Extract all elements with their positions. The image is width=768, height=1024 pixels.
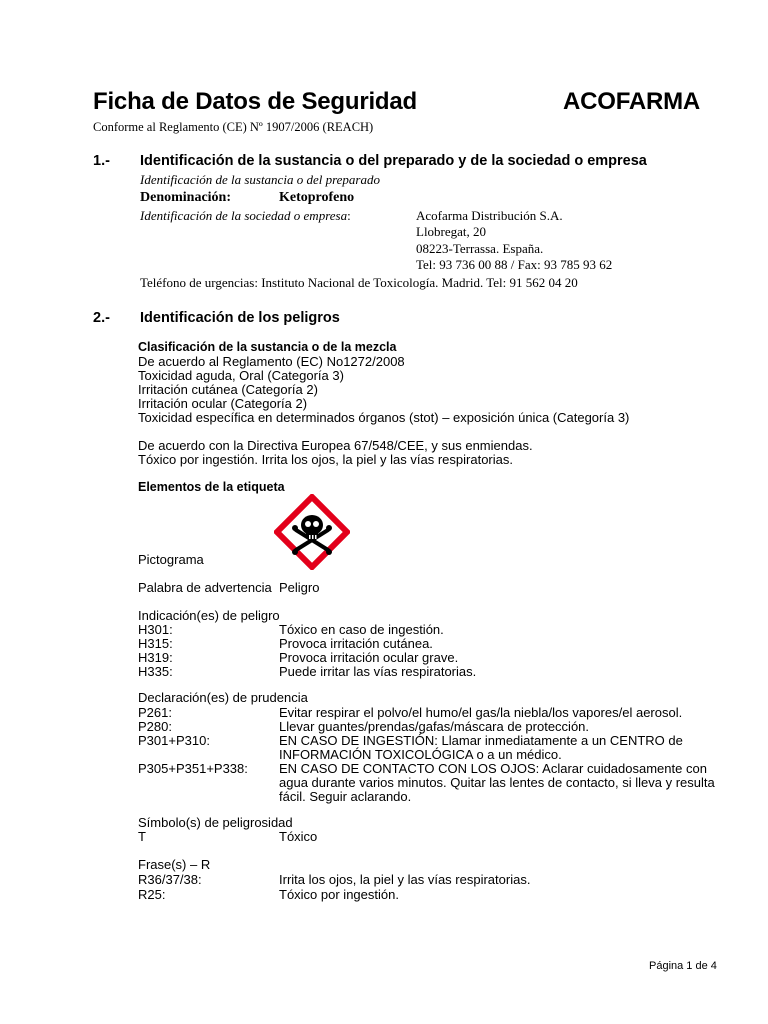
pictogram-label: Pictograma <box>138 552 204 567</box>
company-line: Tel: 93 736 00 88 / Fax: 93 785 93 62 <box>416 257 613 272</box>
hazard-text: Puede irritar las vías respiratorias. <box>279 664 477 679</box>
company-id-label: Identificación de la sociedad o empresa <box>140 208 348 223</box>
hazard-symbol-code: T <box>138 829 146 844</box>
brand-name: ACOFARMA <box>563 88 701 115</box>
directive-line: Tóxico por ingestión. Irrita los ojos, la piel y las vías respiratorias. <box>138 452 513 467</box>
denomination-value: Ketoprofeno <box>279 190 355 205</box>
ghs-skull-crossbones-icon <box>274 494 350 570</box>
company-line: 08223-Terrassa. España. <box>416 241 544 256</box>
skull-crossbones-icon <box>274 494 350 570</box>
precaution-text: Evitar respirar el polvo/el humo/el gas/la niebla/los vapores/el aerosol. <box>279 705 683 720</box>
precaution-text: EN CASO DE INGESTIÓN: Llamar inmediatamente a un CENTRO de <box>279 733 683 748</box>
r-phrase-code: R25: <box>138 887 166 902</box>
classification-heading: Clasificación de la sustancia o de la mezcla <box>138 340 397 354</box>
precaution-text: EN CASO DE CONTACTO CON LOS OJOS: Aclarar cuidadosamente con <box>279 761 707 776</box>
denomination-label: Denominación: <box>140 190 231 205</box>
emergency-phone: Teléfono de urgencias: Instituto Nacional de Toxicología. Madrid. Tel: 91 562 04 20 <box>140 275 578 290</box>
classification-line: Irritación ocular (Categoría 2) <box>138 396 308 411</box>
precaution-code: P301+P310: <box>138 733 210 748</box>
hazard-symbols-heading: Símbolo(s) de peligrosidad <box>138 815 293 830</box>
precaution-code: P280: <box>138 719 172 734</box>
company-id-label-row <box>140 208 351 224</box>
hazard-code: H319: <box>138 650 173 665</box>
company-line: Llobregat, 20 <box>416 224 487 239</box>
hazard-code: H335: <box>138 664 173 679</box>
classification-line: Toxicidad específica en determinados órganos (stot) – exposición única (Categoría 3) <box>138 410 630 425</box>
hazard-text: Provoca irritación cutánea. <box>279 636 433 651</box>
page-number: Página 1 de 4 <box>649 960 717 972</box>
company-id-colon: : <box>347 208 351 223</box>
precaution-text: INFORMACIÓN TOXICOLÓGICA o a un médico. <box>279 747 562 762</box>
precautionary-heading: Declaración(es) de prudencia <box>138 690 308 705</box>
directive-line: De acuerdo con la Directiva Europea 67/548/CEE, y sus enmiendas. <box>138 438 533 453</box>
r-phrase-text: Irrita los ojos, la piel y las vías respiratorias. <box>279 872 531 887</box>
section-1-title: Identificación de la sustancia o del preparado y de la sociedad o empresa <box>140 153 647 169</box>
precaution-text: agua durante varios minutos. Quitar las lentes de contacto, si lleva y resulta <box>279 775 715 790</box>
section-2-number: 2.- <box>93 310 110 326</box>
precaution-text: Llevar guantes/prendas/gafas/máscara de protección. <box>279 719 590 734</box>
signal-word-label: Palabra de advertencia <box>138 580 272 595</box>
section-2-title: Identificación de los peligros <box>140 310 340 326</box>
r-phrase-text: Tóxico por ingestión. <box>279 887 399 902</box>
precaution-text: fácil. Seguir aclarando. <box>279 789 412 804</box>
substance-id-label: Identificación de la sustancia o del preparado <box>140 172 380 187</box>
classification-line: Toxicidad aguda, Oral (Categoría 3) <box>138 368 344 383</box>
precaution-code: P261: <box>138 705 172 720</box>
document-title: Ficha de Datos de Seguridad <box>93 88 418 115</box>
company-line: Acofarma Distribución S.A. <box>416 208 563 223</box>
hazard-code: H315: <box>138 636 173 651</box>
signal-word-value: Peligro <box>279 580 320 595</box>
precaution-code: P305+P351+P338: <box>138 761 248 776</box>
classification-line: Irritación cutánea (Categoría 2) <box>138 382 318 397</box>
label-elements-heading: Elementos de la etiqueta <box>138 480 285 494</box>
section-1-number: 1.- <box>93 153 110 169</box>
regulation-subtitle: Conforme al Reglamento (CE) Nº 1907/2006 (REACH) <box>93 120 374 134</box>
hazard-text: Tóxico en caso de ingestión. <box>279 622 444 637</box>
r-phrase-code: R36/37/38: <box>138 872 202 887</box>
hazard-text: Provoca irritación ocular grave. <box>279 650 459 665</box>
hazard-symbol-text: Tóxico <box>279 829 318 844</box>
hazard-statements-heading: Indicación(es) de peligro <box>138 608 280 623</box>
hazard-code: H301: <box>138 622 173 637</box>
classification-line: De acuerdo al Reglamento (EC) No1272/2008 <box>138 354 405 369</box>
r-phrases-heading: Frase(s) – R <box>138 857 211 872</box>
